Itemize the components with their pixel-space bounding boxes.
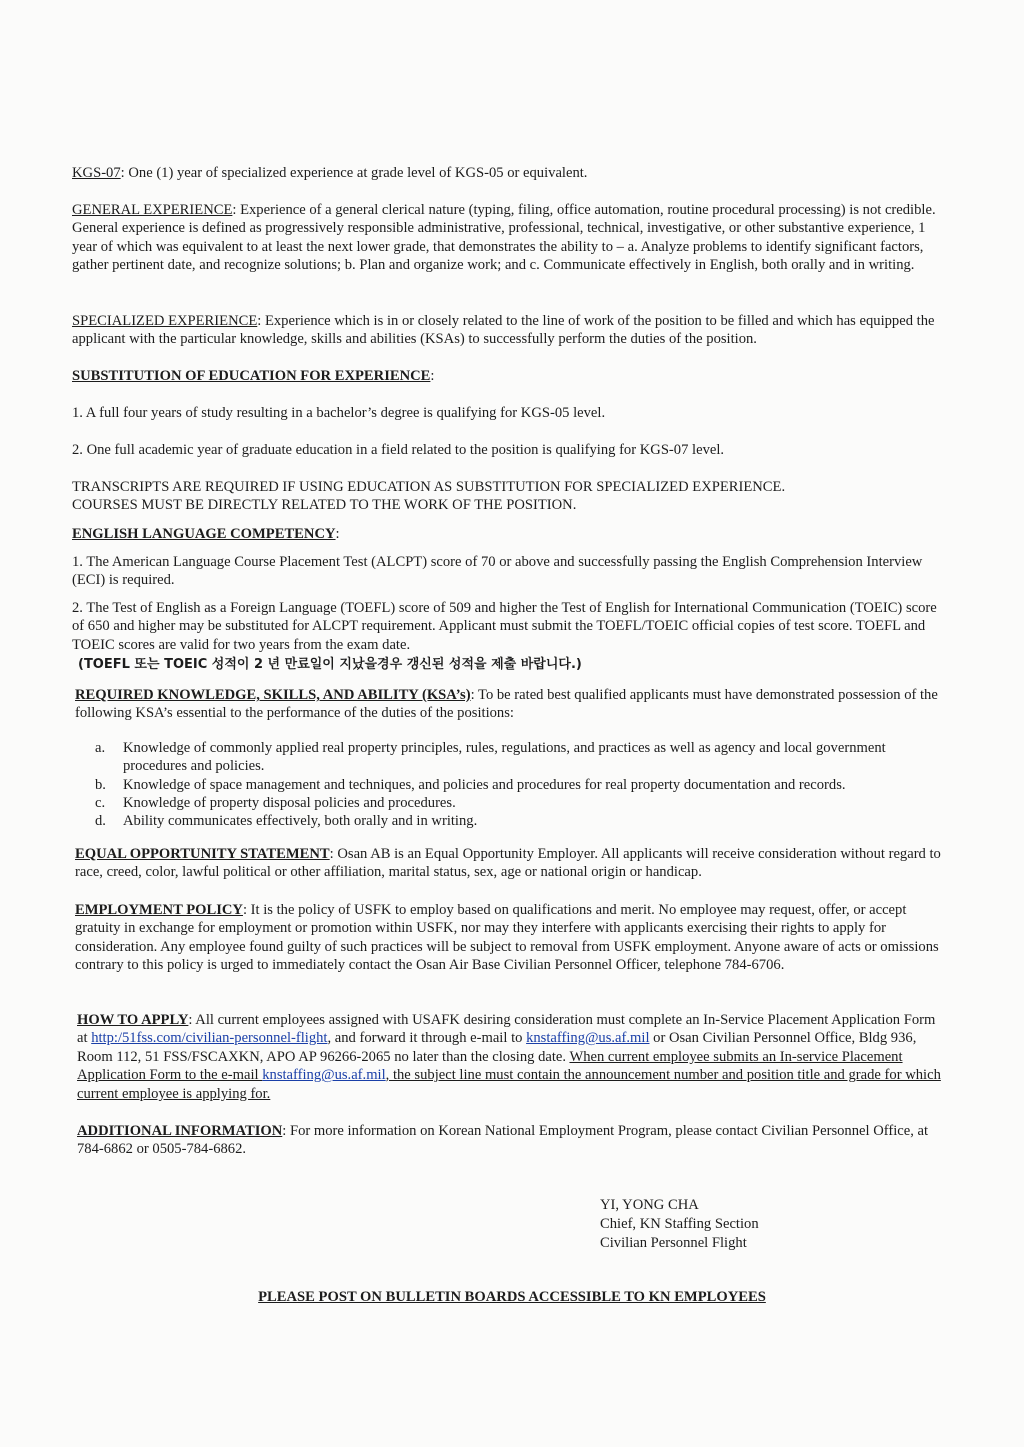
kgs07-text: : One (1) year of specialized experience at grade level of KGS-05 or equivalent. xyxy=(120,165,588,181)
signature-office: Civilian Personnel Flight xyxy=(600,1235,747,1251)
equal-opportunity-text: : Osan AB is an Equal Opportunity Employer. All applicants will receive consideration without regard to race, creed, color, lawful political or other affiliation, marital status, sex, age or national origin or handicap. xyxy=(75,846,941,881)
ksa-item xyxy=(75,794,947,812)
how-to-apply-underlined-2: , the subject line must contain the announcement number and position title and grade for which current employee is applying for. xyxy=(77,1067,941,1102)
footer-notice xyxy=(0,1289,1024,1306)
substitution-heading xyxy=(72,367,944,385)
staffing-email-link-2[interactable]: knstaffing@us.af.mil xyxy=(262,1067,386,1084)
ksa-heading: REQUIRED KNOWLEDGE, SKILLS, AND ABILITY (KSA’s) xyxy=(75,687,471,703)
additional-information-heading: ADDITIONAL INFORMATION xyxy=(77,1123,283,1139)
employment-policy-text: : It is the policy of USFK to employ based on qualifications and merit. No employee may request, offer, or accept gratuity in exchange for employment or promotion within USFK, nor may they interfere with applicants exercising their rights to apply for consideration. Any employee found guilty of such practices will be subject to removal from USFK employment. Anyone aware of acts or omissions contrary to this policy is urged to immediately contact the Osan Air Base Civilian Personnel Officer, telephone 784-6706. xyxy=(75,902,939,974)
how-to-apply-text-2: , and forward it through e-mail to xyxy=(327,1030,527,1047)
transcripts-line-1: TRANSCRIPTS ARE REQUIRED IF USING EDUCATION AS SUBSTITUTION FOR SPECIALIZED EXPERIENCE. xyxy=(72,479,786,495)
ksa-item-mark: d. xyxy=(95,813,106,830)
employment-policy-heading: EMPLOYMENT POLICY xyxy=(75,902,243,918)
signature-block xyxy=(600,1196,759,1253)
ksa-item-text: Knowledge of property disposal policies and procedures. xyxy=(123,795,456,812)
general-experience-text: : Experience of a general clerical nature (typing, filing, office automation, routine procedural processing) is not credible. General experience is defined as progressively responsible administrative, professional, technical, investigative, or other substantive experience, 1 year of which was equivalent to at least the next lower grade, that demonstrates the ability to – a. Analyze problems to identify significant factors, gather pertinent date, and recognize solutions; b. Plan and organize work; and c. Communicate effectively in English, both orally and in writing. xyxy=(72,202,936,274)
english-item-1: 1. The American Language Course Placement Test (ALCPT) score of 70 or above and successfully passing the English Comprehension Interview (ECI) is required. xyxy=(72,554,923,589)
employment-policy-paragraph xyxy=(75,901,947,975)
substitution-item-1: 1. A full four years of study resulting in a bachelor’s degree is qualifying for KGS-05 level. xyxy=(72,405,606,421)
specialized-experience-label: SPECIALIZED EXPERIENCE xyxy=(72,313,258,329)
how-to-apply-text-1: : All current employees assigned with USAFK desiring consideration must complete an In-Service Placement Application Form at xyxy=(77,1012,936,1047)
how-to-apply-text-3: or Osan Civilian Personnel Office, Bldg 936, Room 112, 51 FSS/FSCAXKN, APO AP 96266-2065 no later than the closing date. xyxy=(77,1030,917,1065)
signature-title: Chief, KN Staffing Section xyxy=(600,1216,759,1232)
ksa-paragraph xyxy=(75,686,947,831)
how-to-apply-underlined-1: When current employee submits an In-service Placement Application Form to the e-mail xyxy=(77,1048,903,1084)
ksa-item-text: Knowledge of space management and techniques, and policies and procedures for real property documentation and records. xyxy=(123,776,846,793)
specialized-experience-paragraph xyxy=(72,312,944,349)
english-heading xyxy=(72,525,944,543)
footer-notice-text: PLEASE POST ON BULLETIN BOARDS ACCESSIBLE TO KN EMPLOYEES xyxy=(258,1289,766,1305)
ksa-item-text: Ability communicates effectively, both orally and in writing. xyxy=(123,813,478,830)
how-to-apply-heading: HOW TO APPLY xyxy=(77,1012,189,1028)
staffing-email-link[interactable]: knstaffing@us.af.mil xyxy=(526,1030,650,1047)
ksa-list xyxy=(75,739,947,831)
signature-name: YI, YONG CHA xyxy=(600,1197,699,1213)
substitution-item-2: 2. One full academic year of graduate education in a field related to the position is qualifying for KGS-07 level. xyxy=(72,442,725,458)
ksa-item xyxy=(75,739,947,776)
kgs07-label: KGS-07 xyxy=(72,165,121,181)
ksa-item xyxy=(75,776,947,794)
ksa-text: : To be rated best qualified applicants must have demonstrated possession of the following KSA’s essential to the performance of the duties of the positions: xyxy=(75,687,938,722)
equal-opportunity-paragraph xyxy=(75,845,947,882)
english-heading-colon: : xyxy=(335,526,340,542)
substitution-heading-colon: : xyxy=(430,368,435,384)
general-experience-paragraph xyxy=(72,201,944,275)
ksa-item-mark: b. xyxy=(95,776,106,793)
kgs07-paragraph xyxy=(72,164,944,182)
ksa-item-mark: c. xyxy=(95,795,106,812)
ksa-item xyxy=(75,812,947,830)
ksa-item-mark: a. xyxy=(95,739,106,756)
general-experience-label: GENERAL EXPERIENCE xyxy=(72,202,233,218)
additional-information-paragraph xyxy=(77,1122,947,1159)
english-korean-note xyxy=(78,655,950,674)
ksa-item-text: Knowledge of commonly applied real property principles, rules, regulations, and practices as well as agency and local government procedures and policies. xyxy=(123,739,886,775)
korean-note-text: (TOEFL 또는 TOEIC 성적이 2 년 만료일이 지났을경우 갱신된 성적을 제출 바랍니다.) xyxy=(78,657,582,672)
substitution-heading-text: SUBSTITUTION OF EDUCATION FOR EXPERIENCE xyxy=(72,368,431,384)
english-heading-text: ENGLISH LANGUAGE COMPETENCY xyxy=(72,526,336,542)
equal-opportunity-heading: EQUAL OPPORTUNITY STATEMENT xyxy=(75,846,330,862)
application-form-link[interactable]: http:/51fss.com/civilian-personnel-flight xyxy=(91,1030,328,1047)
transcripts-line-2: COURSES MUST BE DIRECTLY RELATED TO THE WORK OF THE POSITION. xyxy=(72,497,577,514)
how-to-apply-paragraph xyxy=(77,1011,947,1103)
english-item-2: 2. The Test of English as a Foreign Language (TOEFL) score of 509 and higher the Test of English for International Communication (TOEIC) score of 650 and higher may be substituted for ALCPT requirement. Applicant must submit the TOEFL/TOEIC official copies of test score. TOEFL and TOEIC scores are valid for two years from the exam date. xyxy=(72,600,937,653)
transcripts-note xyxy=(72,478,944,515)
additional-information-text: : For more information on Korean National Employment Program, please contact Civilian Personnel Office, at 784-6862 or 0505-784-6862. xyxy=(77,1123,929,1158)
specialized-experience-text: : Experience which is in or closely related to the line of work of the position to be filled and which has equipped the applicant with the particular knowledge, skills and abilities (KSAs) to successfully perform the duties of the position. xyxy=(72,313,935,348)
